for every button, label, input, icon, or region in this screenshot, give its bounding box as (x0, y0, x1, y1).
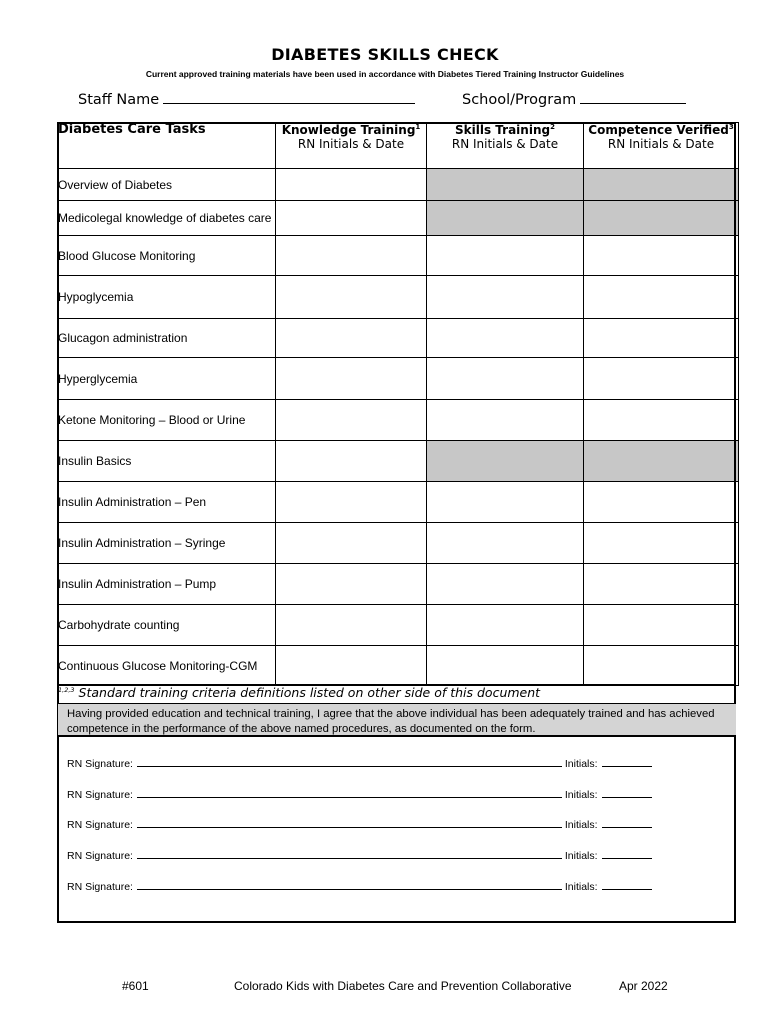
rn-signature-label: RN Signature: (67, 789, 133, 801)
school-program-label: School/Program (462, 92, 577, 108)
initials-line[interactable] (602, 848, 652, 859)
rn-signature-label: RN Signature: (67, 850, 133, 862)
signature-row (67, 817, 652, 831)
task-label: Insulin Administration – Pump (58, 564, 276, 605)
signature-row (67, 787, 652, 801)
staff-name-field[interactable] (78, 90, 415, 108)
agreement-statement: Having provided education and technical training, I agree that the above individual has been adequately trained and has achieved competence in the performance of the above named procedures, as documented on the form. (58, 703, 736, 737)
rn-signature-label: RN Signature: (67, 819, 133, 831)
competence-label: Competence Verified (588, 123, 729, 137)
initials-line[interactable] (602, 756, 652, 767)
task-label: Glucagon administration (58, 319, 276, 358)
initials-line[interactable] (602, 787, 652, 798)
skills-label: Skills Training (455, 123, 551, 137)
rn-signature-line[interactable] (137, 756, 562, 767)
task-label: Carbohydrate counting (58, 605, 276, 646)
form-number: #601 (122, 979, 149, 993)
staff-name-line[interactable] (163, 90, 415, 104)
initials-label: Initials: (564, 881, 598, 893)
rn-signature-label: RN Signature: (67, 758, 133, 770)
competence-sublabel: RN Initials & Date (607, 137, 715, 151)
footnote-sup: 1,2,3 (58, 685, 75, 694)
signature-row (67, 879, 652, 893)
initials-line[interactable] (602, 817, 652, 828)
signature-row (67, 848, 652, 862)
footnote (58, 684, 736, 705)
task-label: Continuous Glucose Monitoring-CGM (58, 646, 276, 686)
staff-name-label: Staff Name (78, 92, 160, 108)
competence-sup: 3 (728, 123, 734, 131)
rn-signature-label: RN Signature: (67, 881, 133, 893)
initials-label: Initials: (564, 850, 598, 862)
task-label: Hyperglycemia (58, 358, 276, 400)
initials-label: Initials: (564, 789, 598, 801)
task-label: Insulin Administration – Syringe (58, 523, 276, 564)
signature-row (67, 756, 652, 770)
school-program-field[interactable] (462, 90, 686, 108)
task-label: Insulin Basics (58, 441, 276, 482)
task-label: Insulin Administration – Pen (58, 482, 276, 523)
col-header-tasks: Diabetes Care Tasks (58, 123, 276, 169)
form-border (57, 122, 736, 923)
page-title: DIABETES SKILLS CHECK (271, 45, 499, 64)
task-label: Hypoglycemia (58, 276, 276, 319)
task-label: Ketone Monitoring – Blood or Urine (58, 400, 276, 441)
rn-signature-line[interactable] (137, 848, 562, 859)
rn-signature-line[interactable] (137, 879, 562, 890)
footnote-text: Standard training criteria definitions listed on other side of this document (78, 685, 541, 700)
task-label: Medicolegal knowledge of diabetes care (58, 201, 276, 236)
page-subtitle: Current approved training materials have been used in accordance with Diabetes Tiered Training Instructor Guidelines (145, 69, 625, 79)
knowledge-sublabel: RN Initials & Date (297, 137, 405, 151)
skills-sup: 2 (550, 123, 555, 131)
task-label: Blood Glucose Monitoring (58, 236, 276, 276)
skills-sublabel: RN Initials & Date (451, 137, 559, 151)
rn-signature-line[interactable] (137, 817, 562, 828)
rn-signature-line[interactable] (137, 787, 562, 798)
school-program-line[interactable] (580, 90, 686, 104)
footer-date: Apr 2022 (619, 979, 668, 993)
footer-organization: Colorado Kids with Diabetes Care and Prevention Collaborative (234, 979, 572, 993)
initials-line[interactable] (602, 879, 652, 890)
initials-label: Initials: (564, 758, 598, 770)
initials-label: Initials: (564, 819, 598, 831)
task-label: Overview of Diabetes (58, 169, 276, 201)
knowledge-label: Knowledge Training (281, 123, 416, 137)
knowledge-sup: 1 (415, 123, 421, 131)
